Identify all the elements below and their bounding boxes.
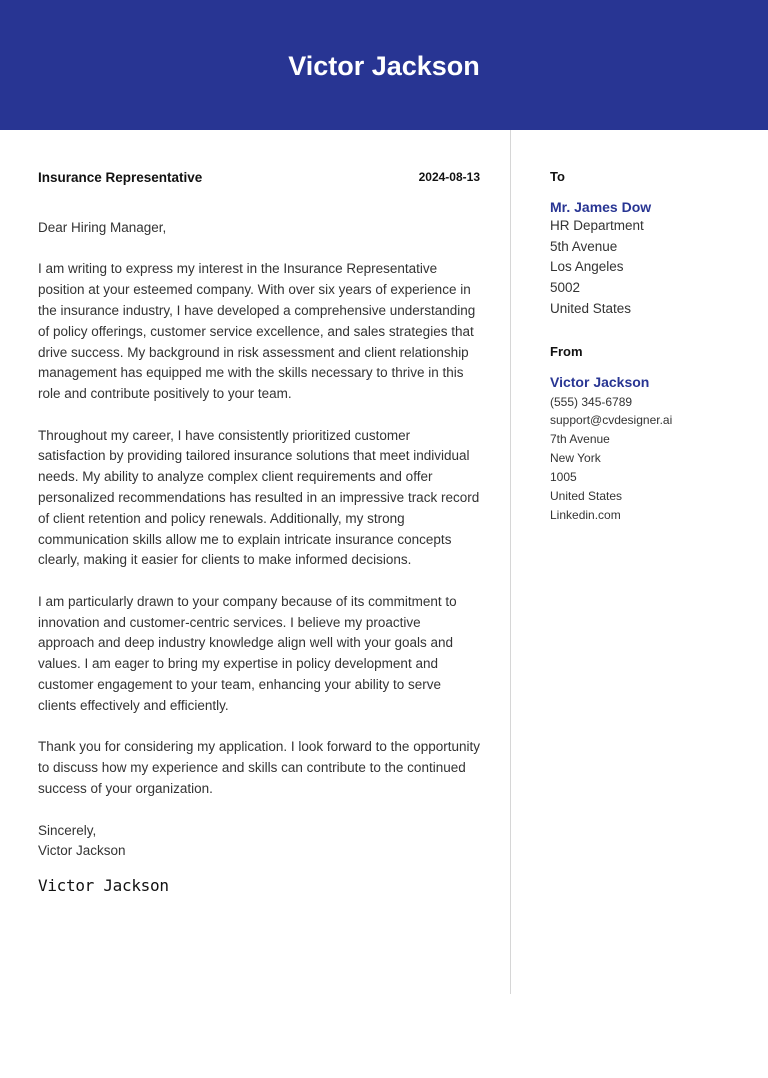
recipient-name: Mr. James Dow	[550, 199, 652, 215]
address-sidebar	[550, 168, 750, 525]
to-label: To	[550, 169, 565, 184]
closing-name: Victor Jackson	[38, 843, 126, 859]
recipient-department: HR Department	[550, 218, 644, 233]
from-label: From	[550, 343, 583, 359]
sender-city: New York	[550, 451, 601, 466]
applicant-name: Victor Jackson	[288, 51, 480, 81]
recipient-city: Los Angeles	[550, 259, 624, 275]
signature: Victor Jackson	[38, 876, 169, 896]
paragraph-4: Thank you for considering my application. I look forward to the opportunity to discuss how my experience and skills can contribute to the continued success of your organization.	[38, 739, 480, 796]
column-divider	[510, 130, 511, 994]
recipient-country: United States	[550, 300, 632, 316]
sender-email: support@cvdesigner.ai	[550, 413, 673, 428]
sender-phone: (555) 345-6789	[550, 394, 633, 409]
letter-date: 2024-08-13	[418, 170, 480, 184]
salutation: Dear Hiring Manager,	[38, 220, 167, 235]
sender-country: United States	[550, 489, 623, 504]
job-row	[38, 160, 480, 196]
sender-postal-code: 1005	[550, 470, 577, 485]
closing: Sincerely,	[38, 822, 97, 838]
sender-linkedin: Linkedin.com	[550, 507, 621, 522]
paragraph-3: I am particularly drawn to your company because of its commitment to innovation and customer-centric services. I believe my proactive approach and deep industry knowledge align well with your goals and values. I am eager to bring my expertise in policy development and customer engagement to your team, enhancing your ability to serve clients effectively and efficiently.	[38, 593, 457, 713]
sender-name: Victor Jackson	[550, 373, 650, 390]
header-banner	[0, 0, 768, 130]
paragraph-1: I am writing to express my interest in the Insurance Representative position at your esteemed company. With over six years of experience in the insurance industry, I have developed a comprehensive understanding of policy offerings, customer service excellence, and sales strategies that drive success. My background in risk assessment and client relationship management has equipped me with the skills necessary to thrive in this role and contribute positively to your team.	[38, 261, 476, 402]
letter-body	[38, 160, 480, 895]
paragraph-2: Throughout my career, I have consistently prioritized customer satisfaction by providing tailored insurance solutions that meet individual needs. My ability to analyze complex client requirements and offer personalized recommendations has resulted in an impressive track record of client retention and policy renewals. Additionally, my strong communication skills allow me to explain intricate insurance concepts clearly, making it easier for clients to make informed decisions.	[38, 427, 480, 568]
recipient-street: 5th Avenue	[550, 238, 618, 254]
sender-street: 7th Avenue	[550, 432, 610, 447]
recipient-postal-code: 5002	[550, 280, 581, 296]
job-title: Insurance Representative	[38, 170, 203, 185]
